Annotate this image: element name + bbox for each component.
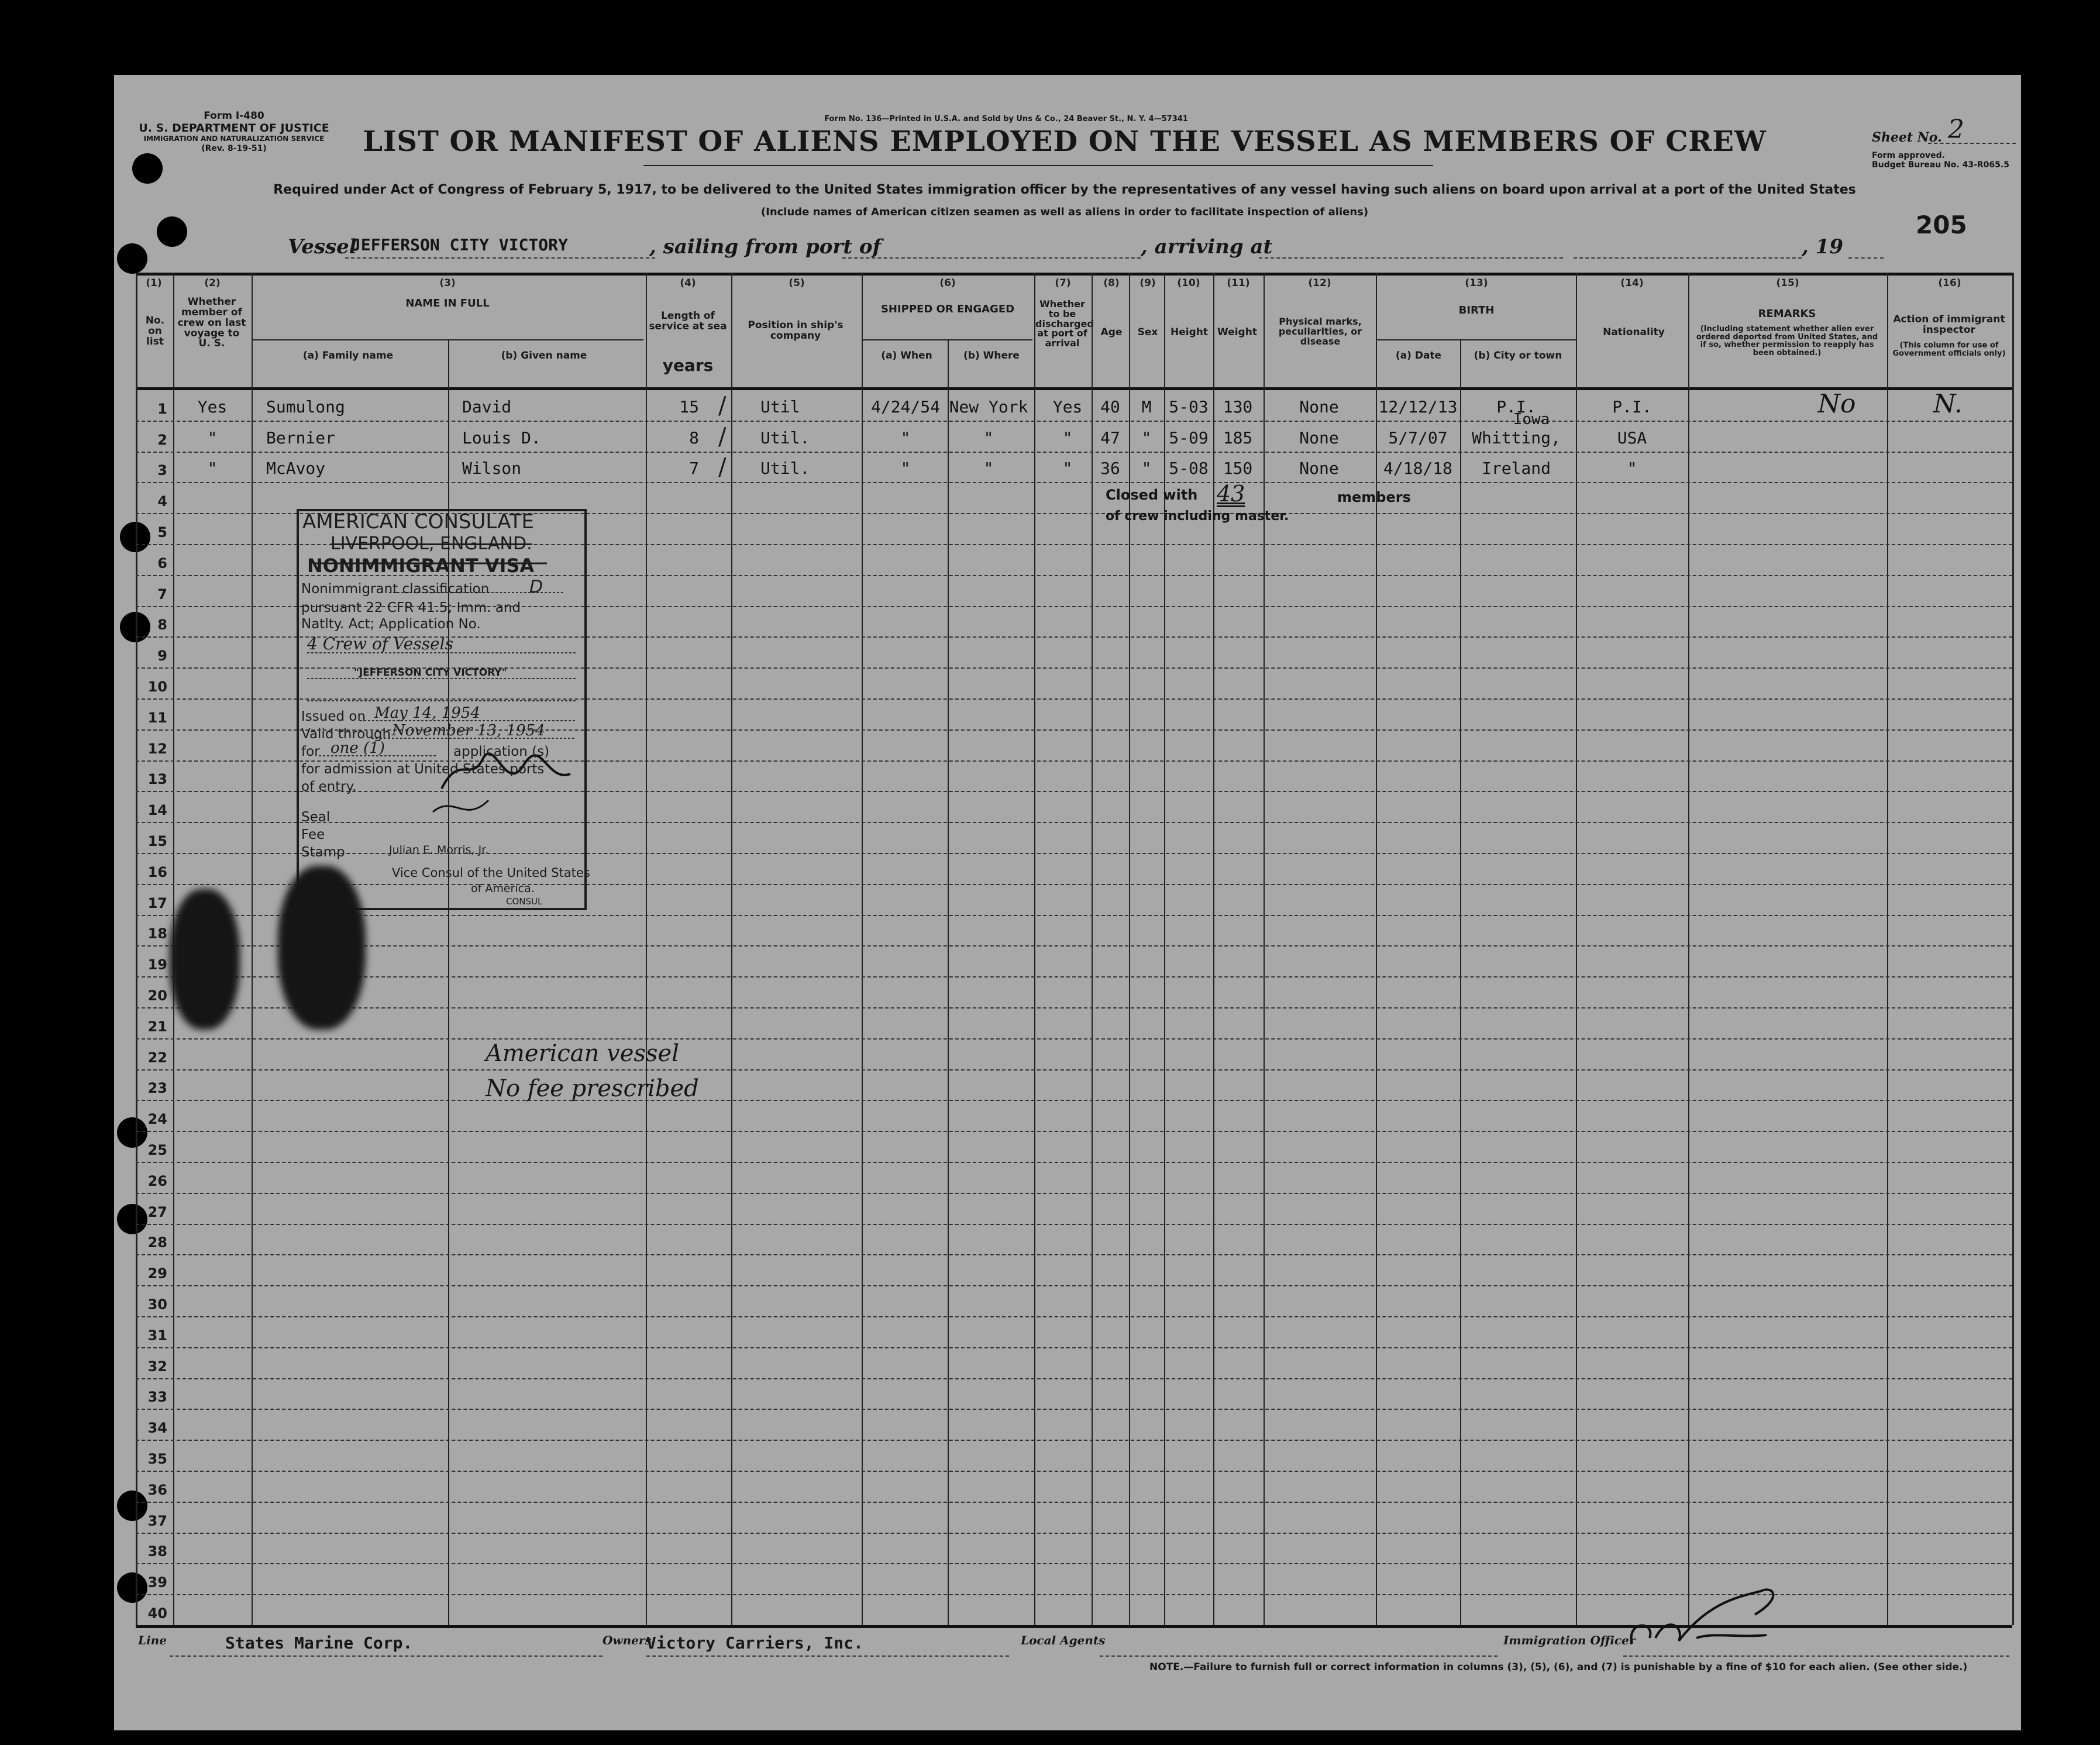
cell-birth-city: Whitting,: [1472, 428, 1561, 448]
cell-service: 7: [689, 459, 699, 479]
seal-smudge: [170, 889, 240, 1030]
cell-marks: None: [1299, 428, 1339, 448]
footer-note: NOTE.—Failure to furnish full or correct information in columns (3), (5), (6), and (7) is punishable by a fine of $10 for each alien. (See other side.): [1149, 1661, 1968, 1673]
table-column-rule: [1887, 273, 1888, 1625]
check-mark-icon: /: [718, 423, 727, 450]
column-number: (5): [789, 277, 805, 289]
cell-last-voyage: ": [207, 428, 218, 448]
cell-weight: 150: [1223, 459, 1253, 479]
table-row-rule: [136, 1100, 2012, 1101]
crew-count: 43: [1217, 481, 1245, 507]
punch-hole: [120, 522, 150, 552]
check-mark-icon: /: [718, 392, 727, 419]
cell-given: Wilson: [462, 459, 522, 479]
row-number: 39: [147, 1574, 167, 1591]
handwritten-note-line1: American vessel: [486, 1040, 679, 1067]
stamp-visa-type: NONIMMIGRANT VISA: [307, 555, 535, 577]
table-row-rule: [136, 1224, 2012, 1225]
header-length-of-service: Length of service at sea: [649, 310, 727, 332]
column-number: (11): [1227, 277, 1250, 289]
crew-including-master: of crew including master.: [1106, 509, 1289, 524]
table-row-rule: [136, 421, 2012, 422]
cell-weight: 130: [1223, 397, 1253, 417]
row-number: 17: [147, 894, 167, 911]
table-row-rule: [136, 1007, 2012, 1009]
header-position: Position in ship's company: [748, 319, 844, 342]
stamp-admission: for admission at United States ports: [301, 762, 545, 777]
closed-with-label: Closed with: [1106, 487, 1198, 503]
stamp-classification-value: D: [529, 577, 543, 597]
stamp-city: LIVERPOOL, ENGLAND.: [331, 534, 532, 554]
footer-owners-value: Victory Carriers, Inc.: [646, 1633, 863, 1653]
row-number: 6: [157, 555, 167, 572]
footer-line-label: Line: [138, 1633, 167, 1647]
table-row-rule: [136, 452, 2012, 453]
stamp-issued-label: Issued on: [301, 709, 366, 724]
punch-hole: [117, 1572, 147, 1603]
row-number: 29: [147, 1265, 167, 1282]
vessel-label: Vessel: [288, 235, 357, 259]
table-column-rule: [1034, 273, 1035, 1625]
row-number: 9: [157, 648, 167, 665]
row-number: 22: [147, 1049, 167, 1066]
table-row-rule: [136, 1038, 2012, 1040]
row-number: 37: [147, 1512, 167, 1529]
form-title: LIST OR MANIFEST OF ALIENS EMPLOYED ON THE VESSEL AS MEMBERS OF CREW: [363, 125, 1767, 158]
sailing-label: , sailing from port of: [649, 235, 882, 259]
header-height: Height: [1171, 326, 1208, 338]
table-column-rule: [2012, 273, 2014, 1625]
stamp-consul-name: Julian E. Morris, Jr.: [389, 844, 489, 856]
cell-birth-date: 5/7/07: [1388, 428, 1448, 448]
header-birth-city: (b) City or town: [1474, 350, 1562, 362]
officer-signature: [1620, 1579, 1796, 1650]
cell-nationality: P.I.: [1612, 397, 1652, 417]
form-subtitle: Required under Act of Congress of February 5, 1917, to be delivered to the United States immigration officer by the representatives of any vessel having such aliens on board upon arrival at a port of the United States: [273, 183, 1856, 197]
column-number: (2): [204, 277, 221, 289]
cell-when: ": [900, 428, 911, 448]
stamp-entry: of entry.: [301, 779, 357, 794]
row-number: 19: [147, 956, 167, 973]
cell-age: 36: [1100, 459, 1120, 479]
sailing-port-line: [842, 257, 1141, 259]
row-number: 1: [157, 400, 167, 417]
table-column-rule: [1129, 273, 1130, 1625]
cell-when: ": [900, 459, 911, 479]
cell-age: 47: [1100, 428, 1120, 448]
header-years: years: [662, 356, 714, 375]
table-column-rule: [862, 273, 863, 1625]
column-number: (6): [939, 277, 956, 289]
table-row-rule: [136, 945, 2012, 947]
row-number: 3: [157, 462, 167, 479]
table-column-rule: [1376, 273, 1377, 1625]
cell-height: 5-03: [1169, 397, 1209, 417]
stamp-for-value: one (1): [331, 739, 385, 757]
header-last-voyage: Whether member of crew on last voyage to U. S.: [177, 296, 246, 350]
footer-agents-label: Local Agents: [1021, 1633, 1106, 1647]
column-number: (14): [1620, 277, 1644, 289]
table-column-rule: [252, 273, 253, 1625]
table-row-rule: [136, 1316, 2012, 1317]
consulate-visa-stamp: [295, 508, 588, 911]
row-number: 31: [147, 1327, 167, 1344]
stamp-seal: Seal: [301, 810, 331, 825]
form-id-line2: U. S. DEPARTMENT OF JUSTICE: [139, 122, 329, 135]
printer-line: Form No. 136—Printed in U.S.A. and Sold by Uns & Co., 24 Beaver St., N. Y. 4—57341: [824, 115, 1188, 123]
footer-officer-rule: [1623, 1655, 2009, 1657]
check-mark-icon: /: [718, 454, 727, 481]
members-label: members: [1337, 489, 1411, 505]
form-id-line1: Form I-480: [204, 110, 264, 122]
row-number: 2: [157, 431, 167, 448]
row-number: 15: [147, 833, 167, 849]
cell-height: 5-08: [1169, 459, 1209, 479]
table-column-rule: [731, 273, 732, 1625]
seal-smudge: [278, 866, 366, 1030]
form-id-line4: (Rev. 8-19-51): [201, 144, 267, 153]
table-row-rule: [136, 1347, 2012, 1348]
stamp-issued-value: May 14, 1954: [374, 704, 480, 722]
table-row-rule: [136, 1285, 2012, 1286]
form-subnote: (Include names of American citizen seamen as well as aliens in order to facilitate inspection of aliens): [760, 206, 1369, 218]
table-row-rule: [136, 1254, 2012, 1255]
stamp-valid-label: Valid through: [301, 727, 391, 742]
year-line: [1848, 257, 1884, 259]
stamp-application-label: application (s): [453, 744, 550, 759]
column-number: (1): [146, 277, 162, 289]
approved-line2: Budget Bureau No. 43-R065.5: [1872, 160, 2009, 170]
cell-family: Bernier: [266, 428, 336, 448]
table-header-rule: [136, 387, 2012, 390]
cell-service: 15: [679, 397, 699, 417]
row-number: 7: [157, 586, 167, 603]
table-top-rule: [136, 273, 2012, 276]
header-family-name: (a) Family name: [302, 350, 394, 362]
table-column-rule: [646, 273, 647, 1625]
row-number: 40: [147, 1605, 167, 1622]
punch-hole: [117, 1117, 147, 1148]
column-number: (15): [1776, 277, 1799, 289]
header-shipped-engaged: SHIPPED OR ENGAGED: [880, 303, 1015, 315]
cell-discharged: ": [1062, 459, 1073, 479]
row-number: 35: [147, 1451, 167, 1467]
column-number: (9): [1139, 277, 1156, 289]
table-column-rule: [136, 273, 137, 1625]
cell-age: 40: [1100, 397, 1120, 417]
row-number: 14: [147, 802, 167, 819]
cell-position: Util.: [760, 459, 810, 479]
cell-birth-city-state: Iowa: [1513, 410, 1550, 428]
row-number: 8: [157, 617, 167, 634]
footer-line-rule: [170, 1655, 603, 1657]
header-nationality: Nationality: [1603, 326, 1665, 338]
row-number: 32: [147, 1358, 167, 1375]
table-row-rule: [136, 1378, 2012, 1379]
cell-weight: 185: [1223, 428, 1253, 448]
birth-sub-rule: [1377, 339, 1576, 340]
cell-sex: ": [1141, 459, 1152, 479]
row-number: 27: [147, 1203, 167, 1220]
cell-where: ": [983, 428, 994, 448]
stamp-consul-country: of America.: [471, 882, 535, 895]
cell-discharged: Yes: [1052, 397, 1083, 417]
cell-birth-city: Ireland: [1481, 459, 1551, 479]
header-inspector-note: (This column for use of Government officials only): [1892, 341, 2006, 358]
stamp-valid-value: November 13, 1954: [392, 722, 545, 739]
table-column-rule: [948, 339, 949, 1625]
header-shipped-where: (b) Where: [963, 350, 1020, 362]
cell-birth-city: P.I.: [1496, 397, 1536, 417]
handwritten-note-line2: No fee prescribed: [486, 1075, 699, 1102]
cell-remarks: No: [1817, 388, 1856, 419]
cell-marks: None: [1299, 459, 1339, 479]
header-name-in-full: NAME IN FULL: [405, 297, 490, 309]
table-row-rule: [136, 1440, 2012, 1441]
table-row-rule: [136, 482, 2012, 483]
footer-line-value: States Marine Corp.: [225, 1633, 413, 1653]
title-rule: [643, 165, 1433, 166]
cell-given: David: [462, 397, 512, 417]
cell-sex: ": [1141, 428, 1152, 448]
row-number: 12: [147, 740, 167, 757]
cell-position: Util: [760, 397, 800, 417]
row-number: 4: [157, 493, 167, 510]
punch-hole: [117, 1204, 147, 1234]
sheet-number: 2: [1948, 115, 1964, 144]
vessel-name-line: [345, 257, 655, 259]
name-sub-rule: [252, 339, 643, 340]
row-number: 23: [147, 1080, 167, 1097]
header-birth: BIRTH: [1458, 304, 1495, 316]
stamp-classification-label: Nonimmigrant classification: [301, 581, 490, 597]
row-number: 10: [147, 679, 167, 695]
cell-nationality: USA: [1617, 428, 1647, 448]
header-remarks-note: (Including statement whether alien ever ordered deported from United States, and if so, whether permission to reapply has been obtained.): [1696, 325, 1878, 357]
header-age: Age: [1100, 326, 1123, 338]
shipped-sub-rule: [863, 339, 1032, 340]
row-number: 11: [147, 709, 167, 726]
arrival-date-line: [1574, 257, 1802, 259]
header-physical-marks: Physical marks, peculiarities, or disease: [1278, 316, 1362, 347]
row-number: 28: [147, 1234, 167, 1251]
cell-birth-date: 12/12/13: [1378, 397, 1458, 417]
column-number: (10): [1177, 277, 1200, 289]
header-given-name: (b) Given name: [501, 350, 587, 362]
stamp-pursuant: pursuant 22 CFR 41.5; Imm. and: [301, 600, 521, 615]
table-row-rule: [136, 976, 2012, 978]
table-row-rule: [136, 1502, 2012, 1503]
table-row-rule: [136, 1533, 2012, 1534]
header-birth-date: (a) Date: [1395, 350, 1442, 362]
column-number: (13): [1465, 277, 1488, 289]
column-number: (12): [1308, 277, 1331, 289]
cell-when: 4/24/54: [870, 397, 941, 417]
row-number: 36: [147, 1481, 167, 1498]
header-sex: Sex: [1137, 326, 1158, 338]
arriving-label: , arriving at: [1141, 235, 1273, 259]
table-row-rule: [136, 1409, 2012, 1410]
cell-discharged: ": [1062, 428, 1073, 448]
stamp-consul-word: CONSUL: [506, 896, 543, 907]
table-row-rule: [136, 1563, 2012, 1564]
column-number: (4): [680, 277, 696, 289]
row-number: 18: [147, 925, 167, 942]
column-number: (7): [1055, 277, 1071, 289]
table-row-rule: [136, 1131, 2012, 1132]
table-column-rule: [1264, 273, 1265, 1625]
row-number: 25: [147, 1142, 167, 1158]
page-number: 205: [1916, 211, 1967, 239]
cell-last-voyage: ": [207, 459, 218, 479]
table-column-rule: [1688, 273, 1689, 1625]
column-number: (16): [1938, 277, 1961, 289]
cell-action: N.: [1933, 388, 1963, 419]
row-number: 20: [147, 987, 167, 1004]
footer-agents-rule: [1100, 1655, 1497, 1657]
cell-given: Louis D.: [462, 428, 541, 448]
stamp-natly: Natlty. Act; Application No.: [301, 617, 481, 632]
cell-where: ": [983, 459, 994, 479]
header-inspector-action: Action of immigrant inspector: [1893, 314, 2005, 336]
column-number: (8): [1103, 277, 1120, 289]
vessel-name: JEFFERSON CITY VICTORY: [351, 235, 568, 254]
row-number: 38: [147, 1543, 167, 1560]
footer-owners-rule: [646, 1655, 1009, 1657]
table-row-rule: [136, 1471, 2012, 1472]
table-row-rule: [136, 1162, 2012, 1163]
stamp-consul-title: Vice Consul of the United States: [392, 866, 590, 880]
cell-family: McAvoy: [266, 459, 326, 479]
table-row-rule: [136, 1069, 2012, 1071]
header-shipped-when: (a) When: [881, 350, 932, 362]
footer-officer-label: Immigration Officer: [1503, 1633, 1636, 1647]
row-number: 24: [147, 1111, 167, 1128]
cell-where: New York: [949, 397, 1028, 417]
punch-hole: [157, 216, 187, 247]
cell-height: 5-09: [1169, 428, 1209, 448]
approved-line1: Form approved.: [1872, 151, 1945, 160]
header-remarks: REMARKS: [1758, 308, 1816, 320]
punch-hole: [117, 243, 147, 274]
stamp-fee: Fee: [301, 827, 325, 842]
cell-position: Util.: [760, 428, 810, 448]
header-weight: Weight: [1217, 326, 1257, 338]
year-label: , 19: [1802, 235, 1843, 259]
stamp-vessel-value: "JEFFERSON CITY VICTORY": [354, 667, 507, 679]
row-number: 26: [147, 1172, 167, 1189]
row-number: 34: [147, 1420, 167, 1437]
footer-owners-label: Owners: [603, 1633, 652, 1647]
table-column-rule: [1213, 273, 1214, 1625]
cell-birth-date: 4/18/18: [1383, 459, 1453, 479]
row-number: 33: [147, 1389, 167, 1406]
stamp-consulate: AMERICAN CONSULATE: [302, 510, 534, 534]
cell-nationality: ": [1627, 459, 1637, 479]
cell-service: 8: [689, 428, 699, 448]
header-discharged: Whether to be discharged at port of arrival: [1035, 298, 1094, 349]
sheet-label: Sheet No.: [1872, 130, 1942, 145]
header-no-on-list: No. on list: [145, 315, 165, 347]
stamp-application-value: 4 Crew of Vessels: [307, 634, 453, 653]
punch-hole: [132, 153, 163, 184]
table-column-rule: [1576, 273, 1577, 1625]
table-row-rule: [136, 915, 2012, 916]
stamp-stamp-word: Stamp: [301, 845, 345, 860]
table-column-rule: [1164, 273, 1165, 1625]
sheet-number-line: [1928, 143, 2016, 144]
cell-last-voyage: Yes: [197, 397, 228, 417]
row-number: 16: [147, 863, 167, 880]
cell-family: Sumulong: [266, 397, 345, 417]
column-number: (3): [439, 277, 456, 289]
cell-marks: None: [1299, 397, 1339, 417]
row-number: 21: [147, 1018, 167, 1035]
table-column-rule: [1460, 339, 1461, 1625]
row-number: 13: [147, 771, 167, 788]
table-column-rule: [1092, 273, 1093, 1625]
row-number: 30: [147, 1296, 167, 1313]
stamp-for-label: for: [301, 744, 320, 759]
cell-sex: M: [1141, 397, 1152, 417]
form-id-line3: IMMIGRATION AND NATURALIZATION SERVICE: [143, 135, 325, 143]
arriving-port-line: [1259, 257, 1563, 259]
punch-hole: [117, 1491, 147, 1521]
row-number: 5: [157, 524, 167, 541]
table-row-rule: [136, 1193, 2012, 1194]
